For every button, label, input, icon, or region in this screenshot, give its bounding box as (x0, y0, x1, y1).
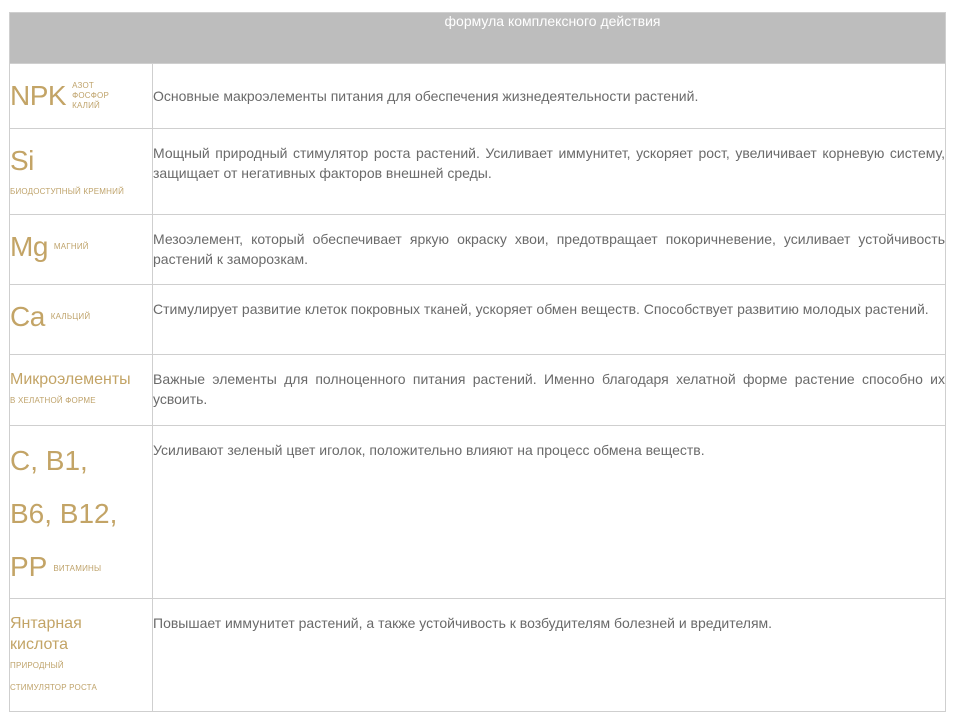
element-cell-si (10, 129, 153, 215)
table-row (10, 215, 946, 285)
element-cell-vitamins (10, 426, 153, 599)
vitamin-line: B6, B12, (10, 498, 118, 529)
vitamin-line: C, B1, (10, 445, 88, 476)
element-word: Янтарная (10, 615, 82, 632)
element-cell-ca (10, 285, 153, 355)
element-note: ВИТАМИНЫ (53, 563, 102, 573)
element-description: Мощный природный стимулятор роста растений. Усиливает иммунитет, ускоряет рост, увеличивает корневую систему, защищает от негативных факторов внешней среды. (153, 129, 946, 215)
table-row (10, 355, 946, 426)
element-symbol: NPK (10, 80, 67, 111)
element-note: МАГНИЙ (53, 242, 89, 251)
element-note (72, 81, 109, 111)
formula-table-wrapper (9, 12, 945, 712)
element-symbol: Ca (10, 301, 45, 332)
table-header (10, 13, 946, 64)
element-note: ПРИРОДНЫЙ (10, 661, 64, 670)
element-note-line: АЗОТ (72, 81, 94, 90)
element-note-line: КАЛИЙ (72, 101, 100, 110)
element-note: БИОДОСТУПНЫЙ КРЕМНИЙ (10, 187, 125, 196)
table-row (10, 129, 946, 215)
element-description: Важные элементы для полноценного питания растений. Именно благодаря хелатной форме растение способно их усвоить. (153, 355, 946, 426)
table-header-title: формула комплексного действия (444, 13, 661, 29)
formula-table (9, 12, 946, 712)
table-row (10, 64, 946, 129)
element-cell-microelements (10, 355, 153, 426)
element-description: Основные макроэлементы питания для обеспечения жизнедеятельности растений. (153, 64, 946, 129)
element-symbol: Si (10, 145, 34, 176)
element-description: Мезоэлемент, который обеспечивает яркую окраску хвои, предотвращает покоричневение, усиливает устойчивость растений к заморозкам. (153, 215, 946, 285)
element-cell-mg (10, 215, 153, 285)
vitamin-line (10, 540, 152, 593)
element-cell-npk (10, 64, 153, 129)
table-row (10, 599, 946, 712)
table-row (10, 426, 946, 599)
element-note: В ХЕЛАТНОЙ ФОРМЕ (10, 396, 96, 405)
element-description: Усиливают зеленый цвет иголок, положительно влияют на процесс обмена веществ. (153, 426, 946, 599)
element-word: Микроэлементы (10, 371, 131, 388)
element-description: Повышает иммунитет растений, а также устойчивость к возбудителям болезней и вредителям. (153, 599, 946, 712)
vitamin-line-text: PP (10, 551, 48, 582)
table-row (10, 285, 946, 355)
element-description: Стимулирует развитие клеток покровных тканей, ускоряет обмен веществ. Способствует развитию молодых растений. (153, 285, 946, 355)
element-word: кислота (10, 636, 69, 653)
element-note: КАЛЬЦИЙ (50, 312, 91, 321)
table-header-row (10, 13, 946, 64)
element-symbol: Mg (10, 231, 48, 262)
element-note-line: ФОСФОР (72, 91, 110, 100)
element-cell-succinic-acid (10, 599, 153, 712)
element-note: СТИМУЛЯТОР РОСТА (10, 683, 98, 692)
